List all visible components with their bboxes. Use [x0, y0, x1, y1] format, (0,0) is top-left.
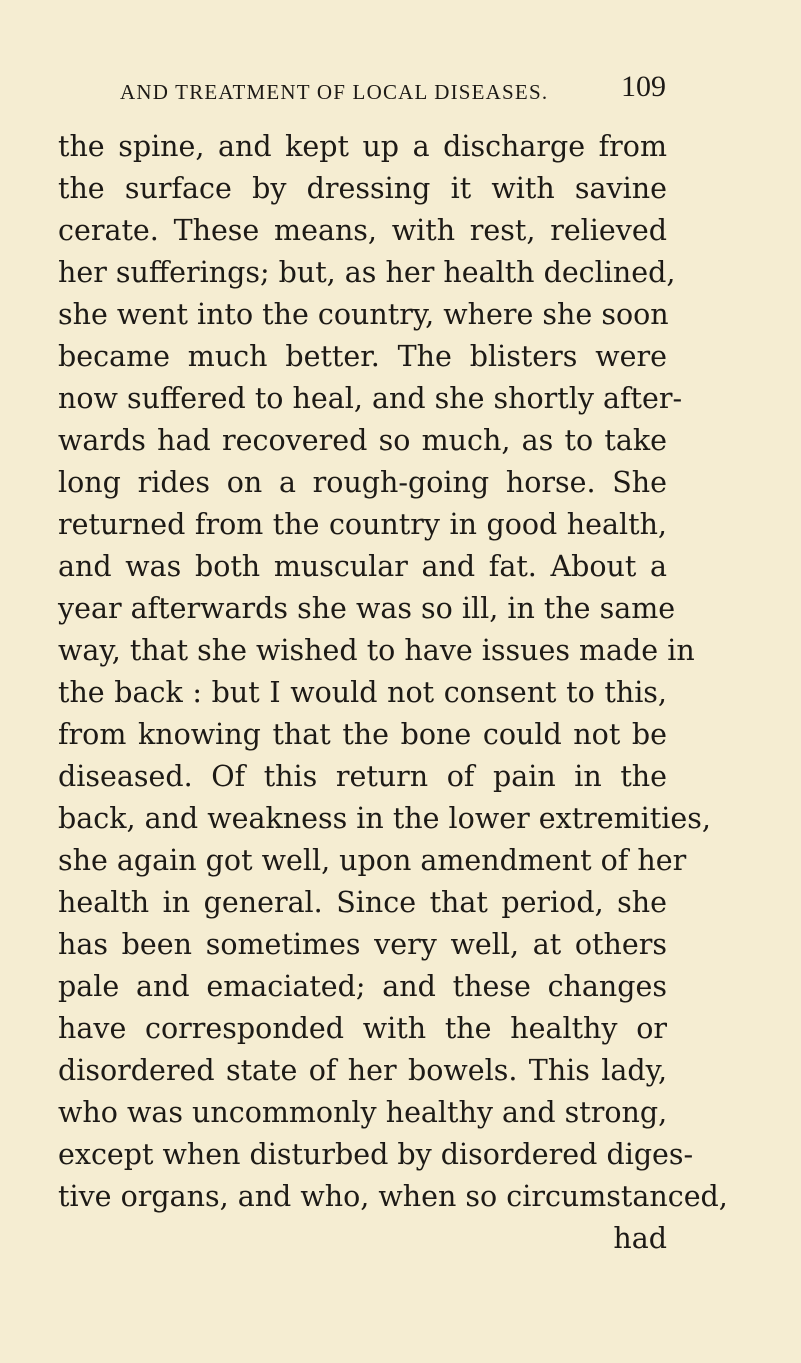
text-line: have corresponded with the healthy or: [58, 1012, 667, 1045]
text-line: became much better. The blisters were: [58, 340, 667, 373]
running-head: [120, 70, 666, 110]
text-line: her sufferings; but, as her health declined,: [58, 256, 676, 289]
text-line: pale and emaciated; and these changes: [58, 970, 667, 1003]
page-number: 109: [621, 70, 666, 103]
text-line: health in general. Since that period, she: [58, 886, 667, 919]
text-line: wards had recovered so much, as to take: [58, 424, 667, 457]
text-line: the back : but I would not consent to this,: [58, 676, 667, 709]
body-text: [58, 126, 728, 1260]
text-line: she again got well, upon amendment of her: [58, 844, 687, 877]
text-line: she went into the country, where she soon: [58, 298, 669, 331]
running-title: AND TREATMENT OF LOCAL DISEASES.: [120, 80, 549, 104]
text-line: except when disturbed by disordered diges-: [58, 1138, 694, 1171]
text-line: long rides on a rough-going horse. She: [58, 466, 667, 499]
text-line: from knowing that the bone could not be: [58, 718, 667, 751]
text-line: back, and weakness in the lower extremities,: [58, 802, 711, 835]
text-line: and was both muscular and fat. About a: [58, 550, 667, 583]
text-line: has been sometimes very well, at others: [58, 928, 667, 961]
text-line: the surface by dressing it with savine: [58, 172, 667, 205]
text-line: who was uncommonly healthy and strong,: [58, 1096, 668, 1129]
text-line: year afterwards she was so ill, in the same: [58, 592, 676, 625]
text-line: now suffered to heal, and she shortly after-: [58, 382, 683, 415]
catchword: had: [613, 1222, 667, 1255]
text-line: diseased. Of this return of pain in the: [58, 760, 667, 793]
text-line: the spine, and kept up a discharge from: [58, 130, 667, 163]
text-line: tive organs, and who, when so circumstanced,: [58, 1180, 728, 1213]
text-line: way, that she wished to have issues made in: [58, 634, 695, 667]
text-line: returned from the country in good health,: [58, 508, 667, 541]
text-line: disordered state of her bowels. This lady,: [58, 1054, 667, 1087]
text-line: cerate. These means, with rest, relieved: [58, 214, 667, 247]
